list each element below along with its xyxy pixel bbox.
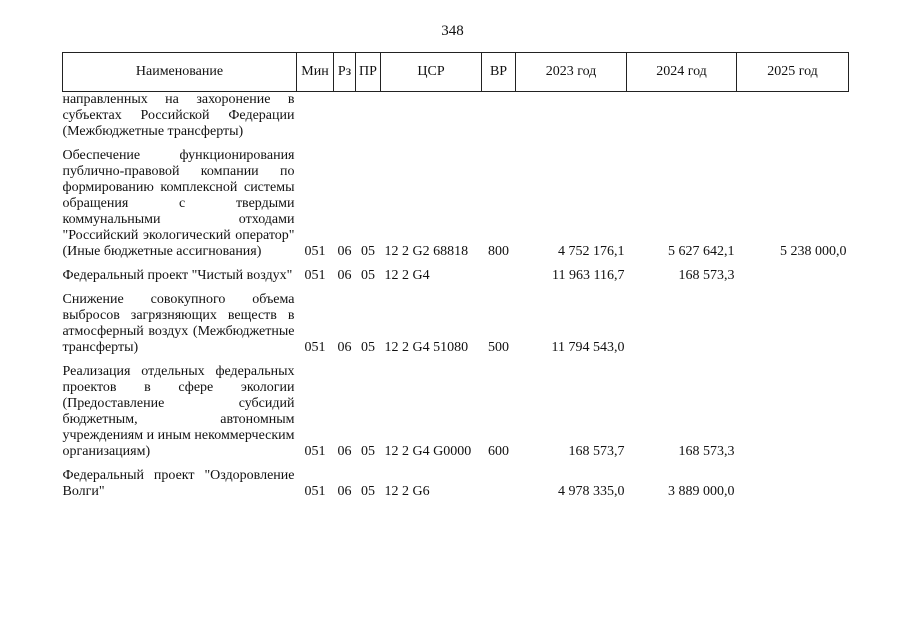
row-rz: 06 xyxy=(337,268,352,283)
row-vr: 500 xyxy=(488,340,509,355)
row-2024: 168 573,3 xyxy=(678,444,735,459)
header-min: Мин xyxy=(297,53,334,92)
header-2024: 2024 год xyxy=(627,53,737,92)
header-vr: ВР xyxy=(482,53,516,92)
row-vr xyxy=(482,92,516,141)
row-2025: 5 238 000,0 xyxy=(780,244,847,259)
row-name: Обеспечение функционирования публично-правовой компании по формированию комплексной системы обращения с твердыми коммунальными отходами "Российский экологический оператор" (Иные бюджетные ассигнования) xyxy=(62,148,295,259)
table-row xyxy=(63,148,849,260)
row-csr: 12 2 G4 51080 xyxy=(384,340,469,355)
row-csr: 12 2 G2 68818 xyxy=(384,244,469,259)
row-2023: 4 752 176,1 xyxy=(558,244,625,259)
row-spacer xyxy=(63,140,849,148)
header-name: Наименование xyxy=(63,53,297,92)
header-csr: ЦСР xyxy=(381,53,482,92)
row-2024: 3 889 000,0 xyxy=(668,484,735,499)
table-header-row xyxy=(63,53,849,92)
row-vr: 600 xyxy=(488,444,509,459)
header-2023: 2023 год xyxy=(516,53,627,92)
row-2024: 5 627 642,1 xyxy=(668,244,735,259)
row-vr: 800 xyxy=(488,244,509,259)
row-2023: 4 978 335,0 xyxy=(558,484,625,499)
row-name: Снижение совокупного объема выбросов загрязняющих веществ в атмосферный воздух (Межбюджетные трансферты) xyxy=(62,292,295,355)
row-2025 xyxy=(737,92,849,141)
row-csr: 12 2 G6 xyxy=(384,484,430,499)
header-pr: ПР xyxy=(356,53,381,92)
row-rz: 06 xyxy=(337,484,352,499)
row-min: 051 xyxy=(304,484,326,499)
row-pr: 05 xyxy=(361,484,375,499)
row-2024 xyxy=(627,92,737,141)
table-row xyxy=(63,92,849,141)
row-min: 051 xyxy=(304,444,326,459)
row-name: направленных на захоронение в субъектах Российской Федерации (Межбюджетные трансферты) xyxy=(62,92,295,139)
row-2025 xyxy=(737,364,849,460)
row-name: Федеральный проект "Оздоровление Волги" xyxy=(62,468,295,499)
row-name: Реализация отдельных федеральных проектов в сфере экологии (Предоставление субсидий бюджетным, автономным учреждениям и иным некоммерческим организациям) xyxy=(62,364,295,459)
row-rz: 06 xyxy=(337,340,352,355)
row-spacer xyxy=(63,284,849,292)
row-name: Федеральный проект "Чистый воздух" xyxy=(62,268,293,283)
header-2025: 2025 год xyxy=(737,53,849,92)
row-2023: 11 963 116,7 xyxy=(552,268,625,283)
page-number: 348 xyxy=(441,23,464,39)
table-row xyxy=(63,268,849,284)
row-pr: 05 xyxy=(361,268,375,283)
row-min: 051 xyxy=(304,244,326,259)
row-2025 xyxy=(737,268,849,284)
row-min: 051 xyxy=(304,340,326,355)
table-row xyxy=(63,292,849,356)
row-min: 051 xyxy=(304,268,326,283)
row-csr: 12 2 G4 G0000 xyxy=(384,444,472,459)
row-csr: 12 2 G4 xyxy=(384,268,430,283)
budget-table xyxy=(62,52,849,500)
row-csr xyxy=(381,92,482,141)
row-rz: 06 xyxy=(337,444,352,459)
row-pr xyxy=(356,92,381,141)
header-rz: Рз xyxy=(334,53,356,92)
table-row xyxy=(63,468,849,500)
row-vr xyxy=(482,268,516,284)
row-pr: 05 xyxy=(361,340,375,355)
row-rz xyxy=(334,92,356,141)
row-2023 xyxy=(516,92,627,141)
row-2025 xyxy=(737,468,849,500)
row-2025 xyxy=(737,292,849,356)
row-2023: 168 573,7 xyxy=(568,444,625,459)
table-row xyxy=(63,364,849,460)
row-spacer xyxy=(63,356,849,364)
row-vr xyxy=(482,468,516,500)
row-pr: 05 xyxy=(361,444,375,459)
row-2024 xyxy=(627,292,737,356)
row-2023: 11 794 543,0 xyxy=(551,340,625,355)
row-spacer xyxy=(63,460,849,468)
row-2024: 168 573,3 xyxy=(678,268,735,283)
row-rz: 06 xyxy=(337,244,352,259)
row-pr: 05 xyxy=(361,244,375,259)
row-min xyxy=(297,92,334,141)
row-spacer xyxy=(63,260,849,268)
